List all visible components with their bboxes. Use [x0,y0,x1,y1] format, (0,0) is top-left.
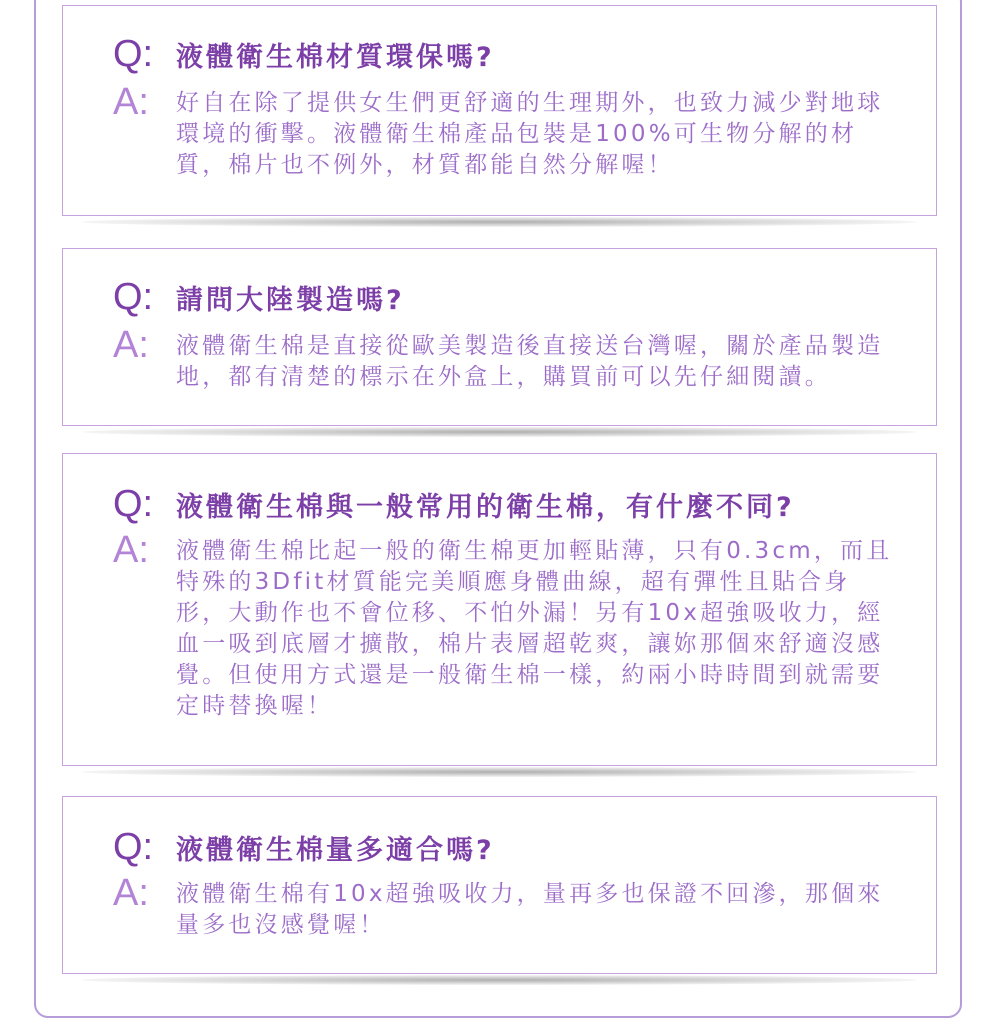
faq-question-row [113,827,495,867]
q-marker: Q: [113,276,154,318]
card-shadow [82,975,917,985]
faq-card-4 [62,796,937,974]
a-marker: A: [113,81,149,123]
faq-answer: 液體衛生棉比起一般的衛生棉更加輕貼薄，只有0.3cm，而且特殊的3Dfit材質能完美順應身體曲線，超有彈性且貼合身形，大動作也不會位移、不怕外漏！另有10x超強吸收力，經血一吸到底層才擴散，棉片表層超乾爽，讓妳那個來舒適沒感覺。但使用方式還是一般衛生棉一樣，約兩小時時間到就需要定時替換喔！ [176,538,893,719]
faq-question: 液體衛生棉量多適合嗎? [176,835,495,866]
card-shadow [82,767,917,777]
faq-question-row [113,34,495,74]
q-marker: Q: [113,483,154,525]
faq-card-2 [62,248,937,426]
faq-question-row [113,277,405,317]
a-marker: A: [113,324,149,366]
q-marker: Q: [113,33,154,75]
faq-question: 液體衛生棉與一般常用的衛生棉，有什麼不同? [176,492,795,523]
faq-answer: 好自在除了提供女生們更舒適的生理期外，也致力減少對地球環境的衝擊。液體衛生棉產品包裝是100%可生物分解的材質，棉片也不例外，材質都能自然分解喔！ [176,90,884,178]
faq-question: 請問大陸製造嗎? [176,285,405,316]
faq-answer: 液體衛生棉有10x超強吸收力，量再多也保證不回滲，那個來量多也沒感覺喔！ [176,881,884,938]
card-shadow [82,217,917,227]
a-marker: A: [113,872,149,914]
faq-answer-row [113,324,896,393]
faq-answer-row [113,529,896,722]
card-shadow [82,427,917,437]
q-marker: Q: [113,826,154,868]
faq-answer-row [113,81,896,181]
faq-answer: 液體衛生棉是直接從歐美製造後直接送台灣喔，關於產品製造地，都有清楚的標示在外盒上，購買前可以先仔細閱讀。 [176,333,884,390]
faq-question-row [113,484,795,524]
a-marker: A: [113,529,149,571]
faq-card-3 [62,453,937,766]
faq-answer-row [113,872,896,941]
faq-card-1 [62,5,937,216]
faq-question: 液體衛生棉材質環保嗎? [176,42,495,73]
